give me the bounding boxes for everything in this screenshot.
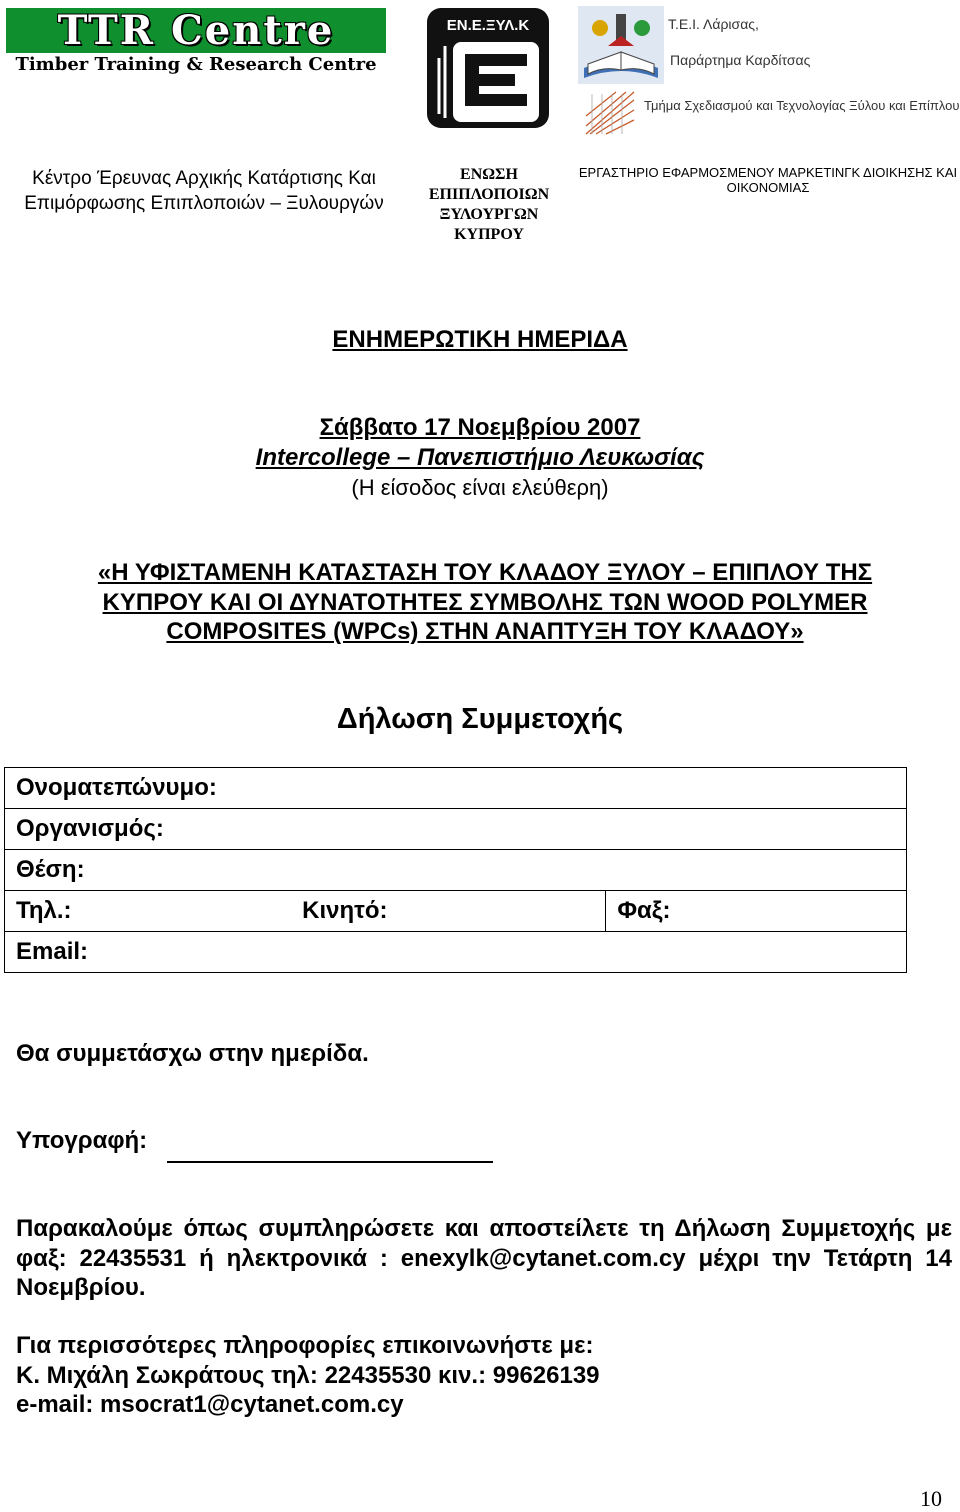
caption-mid-line-1: ΕΝΩΣΗ (460, 166, 518, 183)
caption-lab (578, 165, 958, 195)
ttr-logo-subtitle: Timber Training & Research Centre (15, 54, 377, 75)
registration-form-table (4, 767, 907, 973)
position-label: Θέση: (16, 856, 85, 883)
page-number: 10 (920, 1486, 942, 1511)
name-field[interactable] (5, 768, 907, 809)
tei-wood-grid-icon (582, 86, 638, 138)
caption-training-centre (14, 166, 394, 216)
enexyl-logo (425, 6, 553, 132)
event-title: ΕΝΗΜΕΡΩΤΙΚΗ ΗΜΕΡΙΔΑ (332, 326, 628, 353)
caption-mid-line-2: ΕΠΙΠΛΟΠΟΙΩΝ (428, 186, 550, 203)
enexyl-logo-text: ΕΝ.Ε.ΞΥΛ.Κ (446, 17, 530, 34)
form-row-email (5, 932, 907, 973)
email-label: Email: (16, 938, 89, 965)
attendance-statement: Θα συμμετάσχω στην ημερίδα. (16, 1040, 369, 1067)
event-topic-line-1: «Η ΥΦΙΣΤΑΜΕΝΗ ΚΑΤΑΣΤΑΣΗ ΤΟΥ ΚΛΑΔΟΥ ΞΥΛΟΥ – ΕΠΙΠΛΟΥ ΤΗΣ (97, 559, 873, 586)
contact-info (16, 1331, 600, 1420)
organization-label: Οργανισμός: (16, 815, 164, 842)
email-field[interactable] (5, 932, 907, 973)
caption-mid-line-3: ΞΥΛΟΥΡΓΩΝ (439, 206, 539, 223)
caption-union (414, 165, 564, 245)
form-title: Δήλωση Συμμετοχής (336, 703, 624, 735)
event-topic (40, 558, 930, 647)
ttr-centre-logo (6, 8, 386, 80)
caption-right-line-2: ΟΙΚΟΝΟΜΙΑΣ (726, 180, 810, 195)
caption-left-line-2: Επιμόρφωσης Επιπλοποιών – Ξυλουργών (24, 193, 384, 214)
tei-name: Τ.Ε.Ι. Λάρισας, (668, 16, 759, 32)
ttr-logo-title: TTR Centre (57, 7, 335, 54)
fax-field[interactable] (606, 891, 907, 932)
enexyl-emblem-icon (425, 6, 553, 132)
tei-branch: Παράρτημα Καρδίτσας (670, 52, 811, 68)
form-row-organization (5, 809, 907, 850)
fax-label: Φαξ: (617, 897, 671, 924)
organization-field[interactable] (5, 809, 907, 850)
form-row-name (5, 768, 907, 809)
form-row-phones (5, 891, 907, 932)
tei-larissa-logo (578, 6, 958, 138)
caption-right-line-1: ΕΡΓΑΣΤΗΡΙΟ ΕΦΑΡΜΟΣΜΕΝΟΥ ΜΑΡΚΕΤΙΝΓΚ ΔΙΟΙΚΗΣΗΣ ΚΑΙ (578, 165, 958, 180)
event-venue: Intercollege – Πανεπιστήμιο Λευκωσίας (255, 444, 705, 471)
name-label: Ονοματεπώνυμο: (16, 774, 217, 801)
contact-intro: Για περισσότερες πληροφορίες επικοινωνήστε με: (16, 1332, 594, 1359)
mobile-field[interactable] (291, 891, 606, 932)
phone-label: Τηλ.: (16, 897, 72, 924)
contact-email: e-mail: msocrat1@cytanet.com.cy (16, 1391, 404, 1418)
event-date: Σάββατο 17 Νοεμβρίου 2007 (319, 414, 641, 441)
phone-field[interactable] (5, 891, 292, 932)
event-topic-line-2: ΚΥΠΡΟΥ ΚΑΙ ΟΙ ΔΥΝΑΤΟΤΗΤΕΣ ΣΥΜΒΟΛΗΣ ΤΩΝ WOOD POLYMER (102, 588, 868, 616)
event-topic-line-3: COMPOSITES (WPCs) ΣΤΗΝ ΑΝΑΠΤΥΞΗ ΤΟΥ ΚΛΑΔΟΥ» (166, 618, 804, 645)
contact-person: Κ. Μιχάλη Σωκράτους τηλ: 22435530 κιν.: 99626139 (16, 1361, 600, 1389)
caption-left-line-1: Κέντρο Έρευνας Αρχικής Κατάρτισης Και (32, 168, 376, 189)
submission-instructions: Παρακαλούμε όπως συμπληρώσετε και αποστείλετε τη Δήλωση Συμμετοχής με φαξ: 22435531 ή ηλεκτρονικά : enexylk@cytanet.com.cy μέχρι την Τετάρτη 14 Νοεμβρίου. (16, 1215, 952, 1301)
tei-book-emblem-icon (578, 6, 664, 84)
signature-label: Υπογραφή: (16, 1127, 148, 1154)
caption-mid-line-4: ΚΥΠΡΟΥ (454, 226, 524, 243)
signature-line[interactable] (167, 1161, 493, 1163)
mobile-label: Κινητό: (302, 897, 388, 924)
event-entry-note: (Η είσοδος είναι ελεύθερη) (351, 475, 609, 500)
form-row-position (5, 850, 907, 891)
tei-department: Τμήμα Σχεδιασμού και Τεχνολογίας Ξύλου και Επίπλου (644, 98, 960, 113)
position-field[interactable] (5, 850, 907, 891)
